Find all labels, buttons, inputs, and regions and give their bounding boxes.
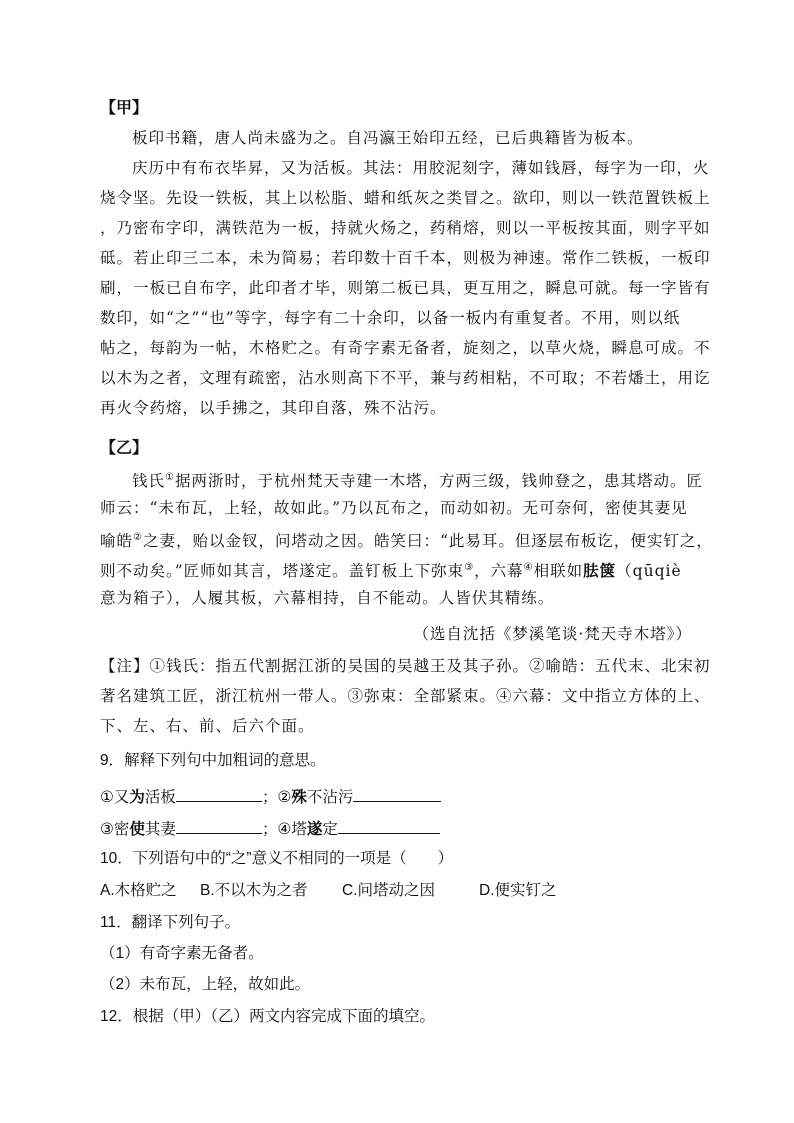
option-b[interactable]: B.不以木为之者 (200, 882, 308, 899)
paragraph-line: 意为箱子），人履其板，六幕相持，自不能动。人皆伏其精练。 (100, 589, 555, 607)
option-c[interactable]: C.问塔动之因 (342, 882, 436, 899)
paragraph-line: 以木为之者，文理有疏密，沾水则高下不平，兼与药相粘，不可取；不若燔土，用讫 (100, 369, 711, 387)
paragraph-line: 数印，如“之”“也”等字，每字有二十余印，以备一板内有重复者。不用，则以纸 (100, 309, 681, 327)
paragraph-line: 再火令药熔，以手拂之，其印自落，殊不沾污。 (100, 399, 447, 417)
question-10-options (100, 881, 557, 901)
paragraph-line: 庆历中有布衣毕昇，又为活板。其法：用胶泥刻字，薄如钱唇，每字为一印，火 (132, 159, 710, 177)
bold-term: 殊 (291, 789, 307, 806)
paragraph-line: 则不动矣。”匠师如其言，塔遂定。盖钉板上下弥束③，六幕④相联如胠箧（qūqiè (100, 561, 682, 581)
paragraph-line: 板印书籍，唐人尚未盛为之。自冯瀛王始印五经，已后典籍皆为板本。 (132, 129, 644, 147)
bold-term: 使 (129, 821, 145, 838)
paragraph-line: 砥。若止印三二本，未为简易；若印数十百千本，则极为神速。常作二铁板，一板印 (100, 249, 711, 267)
footnote-marker: ① (165, 472, 175, 483)
answer-blank[interactable] (176, 817, 262, 834)
bold-term: 为 (129, 789, 145, 806)
note-line: 著名建筑工匠，浙江杭州一带人。③弥束：全部紧束。④六幕：文中指立方体的上、 (100, 687, 711, 705)
answer-blank[interactable] (176, 785, 262, 802)
bold-term: 遂 (306, 821, 323, 838)
option-a[interactable]: A.木格贮之 (100, 882, 177, 899)
question-12-title: 12．根据（甲）（乙）两文内容完成下面的填空。 (100, 1008, 435, 1025)
section-label-yi: 【乙】 (100, 438, 149, 457)
footnote-marker: ④ (523, 562, 534, 573)
note-line: 【注】①钱氏：指五代割据江浙的吴国的吴越王及其子孙。②喻皓：五代末、北宋初 (100, 657, 711, 675)
paragraph-line: 帖之，每韵为一帖，木格贮之。有奇字素无备者，旋刻之，以草火烧，瞬息可成。不 (100, 339, 711, 357)
paragraph-line: 喻皓②之妻，贻以金钗，问塔动之因。皓笑曰：“此易耳。但逐层布板讫，便实钉之， (100, 532, 713, 551)
bold-term: 胠箧 (583, 561, 617, 581)
answer-blank[interactable] (338, 817, 440, 834)
paragraph-line: 烧令坚。先设一铁板，其上以松脂、蜡和纸灰之类冒之。欲印，则以一铁范置铁板上 (100, 189, 711, 207)
note-line: 下、左、右、前、后六个面。 (100, 717, 315, 735)
question-9-row: ③密使其妻 ；④塔遂定 (100, 817, 440, 840)
paragraph-line: 刷，一板已自布字，此印者才毕，则第二板已具，更互用之，瞬息可就。每一字皆有 (100, 279, 711, 297)
option-d[interactable]: D.便实钉之 (479, 882, 557, 899)
source-citation: （选自沈括《梦溪笔谈·梵天寺木塔》） (413, 625, 692, 643)
paragraph-line: 师云：“未布瓦，上轻，故如此。”乃以瓦布之，而动如初。无可奈何，密使其妻见 (100, 499, 688, 517)
question-11-item: （2）未布瓦，上轻，故如此。 (100, 976, 311, 993)
section-label-jia: 【甲】 (100, 98, 149, 117)
question-9-row: ①又为活板 ；②殊不沾污 (100, 785, 441, 808)
paragraph-line: ，乃密布字印，满铁范为一板，持就火炀之，药稍熔，则以一平板按其面，则字平如 (100, 219, 711, 237)
question-11-item: （1）有奇字素无备者。 (100, 945, 264, 962)
question-10-title: 10．下列语句中的“之”意义不相同的一项是（ ） (100, 850, 454, 867)
answer-blank[interactable] (353, 785, 441, 802)
question-9-title: 9．解释下列句中加粗词的意思。 (100, 752, 326, 769)
footnote-marker: ② (133, 532, 143, 543)
footnote-marker: ③ (464, 562, 475, 573)
question-11-title: 11．翻译下列句子。 (100, 914, 241, 931)
paragraph-line: 钱氏①据两浙时，于杭州梵天寺建一木塔，方两三级，钱帅登之，患其塔动。匠 (132, 472, 703, 491)
